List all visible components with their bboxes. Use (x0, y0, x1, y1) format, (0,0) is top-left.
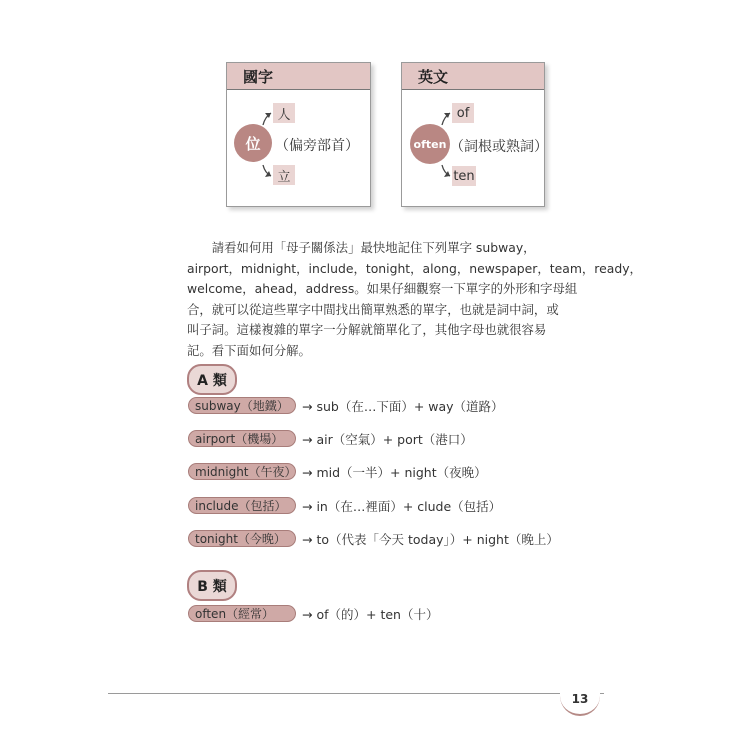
chinese-center-circle: 位 (234, 124, 272, 162)
paragraph-line: 叫子詞。這樣複雜的單字一分解就簡單化了，其他字母也就很容易 (187, 322, 547, 338)
paragraph-line: welcome，ahead，address。如果仔細觀察一下單字的外形和字母組 (187, 281, 578, 297)
english-note: （詞根或熟詞） (450, 139, 548, 155)
word-breakdown: → sub（在…下面）+ way（道路） (302, 399, 504, 414)
english-diagram-box (401, 62, 548, 207)
english-diagram-title: 英文 (418, 68, 449, 86)
english-bottom-tag: ten (452, 166, 476, 186)
paragraph-line: 記。看下面如何分解。 (187, 342, 311, 358)
chinese-top-tag: 人 (273, 103, 295, 123)
page-number: 13 (560, 684, 600, 716)
footer-rule (108, 693, 604, 694)
intro-paragraph (187, 238, 642, 362)
chinese-diagram-box (226, 62, 371, 207)
chinese-diagram-title: 國字 (243, 68, 274, 86)
paragraph-line: airport，midnight，include，tonight，along，newspaper，team，ready， (187, 260, 642, 276)
english-top-tag: of (452, 103, 474, 123)
category-b-label: B 類 (187, 570, 237, 601)
word-pill: often（經常） (188, 605, 296, 622)
word-pill: tonight（今晚） (188, 530, 296, 547)
chinese-bottom-tag: 立 (273, 165, 295, 185)
category-a-label: A 類 (187, 364, 237, 395)
word-breakdown: → of（的）+ ten（十） (302, 607, 439, 622)
word-breakdown: → in（在…裡面）+ clude（包括） (302, 499, 502, 514)
word-pill: subway（地鐵） (188, 397, 296, 414)
chinese-note: （偏旁部首） (275, 138, 359, 154)
paragraph-line: 請看如何用「母子關係法」最快地記住下列單字 subway， (187, 240, 536, 255)
word-breakdown: → air（空氣）+ port（港口） (302, 432, 473, 447)
word-breakdown: → mid（一半）+ night（夜晚） (302, 465, 487, 480)
word-pill: include（包括） (188, 497, 296, 514)
word-pill: airport（機場） (188, 430, 296, 447)
paragraph-line: 合，就可以從這些單字中間找出簡單熟悉的單字，也就是詞中詞，或 (187, 301, 559, 317)
word-breakdown: → to（代表「今天 today」）+ night（晚上） (302, 532, 559, 547)
english-center-circle: often (410, 124, 450, 164)
word-pill: midnight（午夜） (188, 463, 296, 480)
